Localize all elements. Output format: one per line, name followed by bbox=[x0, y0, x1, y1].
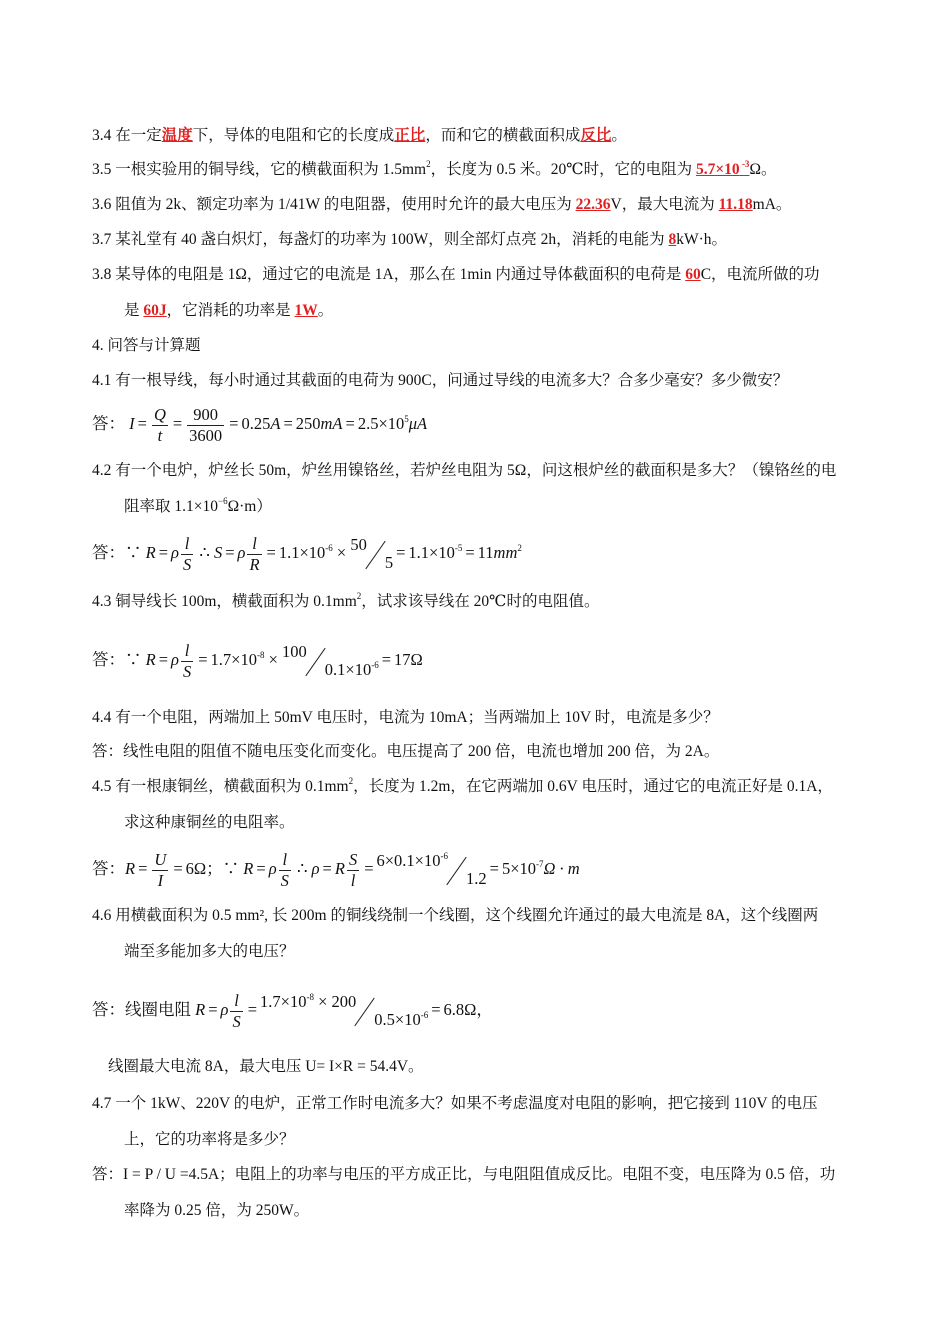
symbol: R bbox=[334, 859, 345, 878]
value: 6×0.1×10 bbox=[376, 851, 441, 871]
value: × 200 bbox=[313, 992, 357, 1012]
text: ，试求该导线在 20℃时的电阻值。 bbox=[361, 593, 600, 610]
slash-fraction bbox=[377, 847, 487, 893]
answer-4-6-cont: 线圈最大电流 8A，最大电压 U= I×R = 54.4V。 bbox=[108, 1058, 424, 1075]
symbol: ρ bbox=[311, 859, 320, 878]
text: 3.6 阻值为 2k、额定功率为 1/41W 的电阻器，使用时允许的最大电压为 bbox=[92, 196, 576, 213]
fraction bbox=[187, 405, 224, 446]
numerator: l bbox=[279, 850, 291, 871]
value: 1.7×10 bbox=[210, 650, 257, 669]
symbol: R bbox=[145, 650, 156, 669]
symbol: R bbox=[145, 543, 156, 562]
unit: μA bbox=[408, 414, 428, 433]
fraction bbox=[152, 850, 168, 891]
superscript: -7 bbox=[536, 859, 544, 869]
question-4-7-cont: 上，它的功率将是多少？ bbox=[124, 1131, 295, 1148]
question-4-1: 4.1 有一根导线，每小时通过其截面的电荷为 900C，问通过导线的电流多大？合多少毫安？多少微安？ bbox=[92, 372, 789, 389]
value: 1.7×10 bbox=[260, 992, 307, 1012]
superscript: -5 bbox=[454, 543, 463, 553]
denominator: I bbox=[157, 870, 164, 890]
text: 是 bbox=[124, 302, 144, 319]
answer-4-6: 答：线圈电阻 R = ρ $\frac{l}{S}$ = $1.7\times 10^{-8} \times 2000.5\times 10^{-6} = 6.8\Omega$， bbox=[92, 986, 493, 1035]
text: 3.8 某导体的电阻是 1Ω，通过它的电流是 1A，那么在 1min 内通过导体截面积的电荷是 bbox=[92, 266, 686, 283]
denominator bbox=[325, 660, 379, 679]
unit: mA bbox=[320, 414, 343, 433]
answer-blank bbox=[696, 161, 749, 178]
denominator: t bbox=[157, 425, 163, 445]
fraction bbox=[152, 405, 168, 446]
unit: A bbox=[270, 414, 281, 433]
denominator: S bbox=[182, 554, 192, 574]
answer-4-3: 答：∵ R = ρ $\frac{l}{S}$ = $1.7\times 10^{-8} \times 1000.1\times 10^{-6} = 17\Omega$ bbox=[92, 636, 423, 685]
symbol: I bbox=[129, 414, 135, 433]
denominator: 1.2 bbox=[466, 869, 487, 889]
superscript: 2 bbox=[348, 776, 354, 786]
item-3-5 bbox=[92, 159, 776, 181]
text: 。 bbox=[611, 127, 627, 144]
question-4-2-cont bbox=[124, 496, 272, 518]
answer-blank: 60J bbox=[143, 302, 167, 319]
fraction bbox=[247, 534, 261, 575]
question-4-7: 4.7 一个 1kW、220V 的电炉，正常工作时电流多大？如果不考虑温度对电阻的影响，把它接到 110V 的电压 bbox=[92, 1095, 818, 1112]
value: 0.5×10 bbox=[374, 1010, 421, 1030]
text: ，而和它的横截面积成 bbox=[425, 127, 581, 144]
fraction bbox=[181, 534, 193, 575]
superscript: 5 bbox=[404, 414, 409, 424]
denominator: S bbox=[182, 661, 192, 681]
text: C，电流所做的功 bbox=[700, 266, 820, 283]
text: 3.5 一根实验用的铜导线，它的横截面积为 1.5mm bbox=[92, 161, 427, 178]
symbol: ρ bbox=[220, 1000, 229, 1019]
numerator: Q bbox=[153, 404, 166, 424]
section-heading: 4. 问答与计算题 bbox=[92, 337, 201, 354]
numerator bbox=[377, 851, 449, 870]
superscript: -6 bbox=[325, 543, 333, 553]
slash-fraction bbox=[282, 637, 379, 685]
numerator: U bbox=[154, 849, 167, 869]
slash-fraction bbox=[260, 987, 428, 1035]
answer-blank: 1W bbox=[294, 302, 318, 319]
symbol: ρ bbox=[268, 859, 277, 878]
value: 250 bbox=[295, 414, 321, 433]
operator: ；∵ bbox=[206, 859, 244, 878]
fraction bbox=[230, 991, 242, 1032]
answer-blank: 正比 bbox=[394, 127, 426, 144]
answer-4-5: 答：R = $\frac{U}{I}$ = 6Ω；∵ R = ρ $\frac{l}{S}$ ∴ ρ = R $\frac{S}{l}$ = $6\times 0.1\times 10^{-6}1.2= 5\times 10^{-7}\Omega \cdot m$ bbox=[92, 846, 580, 893]
unit: Ω · m bbox=[543, 859, 580, 878]
answer-prefix: 答：∵ bbox=[92, 543, 146, 562]
text: 3.7 某礼堂有 40 盏白炽灯，每盏灯的功率为 100W，则全部灯点亮 2h，消耗的电能为 bbox=[92, 231, 669, 248]
value: 11 bbox=[477, 543, 494, 562]
question-4-6: 4.6 用横截面积为 0.5 mm², 长 200m 的铜线绕制一个线圈，这个线圈允许通过的最大电流是 8A，这个线圈两 bbox=[92, 907, 819, 924]
value: 17Ω bbox=[394, 650, 423, 669]
symbol: R bbox=[195, 1000, 206, 1019]
denominator: R bbox=[249, 554, 260, 574]
symbol: ρ bbox=[171, 543, 179, 562]
superscript: 2 bbox=[517, 543, 522, 553]
numerator: S bbox=[348, 849, 358, 869]
numerator: 100 bbox=[282, 642, 307, 662]
superscript: −6 bbox=[218, 496, 228, 506]
text: 阻率取 1.1×10 bbox=[124, 498, 218, 515]
denominator: S bbox=[232, 1011, 241, 1031]
numerator: 50 bbox=[350, 535, 367, 555]
text: 。 bbox=[317, 302, 334, 319]
superscript: 2 bbox=[426, 159, 431, 169]
denominator: S bbox=[280, 870, 289, 890]
item-3-6 bbox=[92, 194, 791, 216]
symbol: ρ bbox=[171, 650, 179, 669]
item-3-8-cont bbox=[124, 300, 333, 322]
denominator: 5 bbox=[384, 553, 394, 573]
value: 6Ω bbox=[185, 859, 207, 878]
value: 0.1×10 bbox=[324, 660, 372, 680]
answer-4-2: 答：∵ R = ρ $\frac{l}{S}$ ∴ S = ρ $\frac{l}{R}$ = $1.1\times 10^{-6} \times 505= 1.1\times 10^{-5} = 11mm^2$ bbox=[92, 530, 522, 577]
question-4-5-cont: 求这种康铜丝的电阻率。 bbox=[124, 814, 295, 831]
fraction bbox=[279, 850, 291, 891]
question-4-3 bbox=[92, 591, 600, 613]
slash-fraction bbox=[350, 531, 393, 577]
unit: mm bbox=[493, 543, 518, 562]
item-3-7 bbox=[92, 229, 727, 251]
value: 5×10 bbox=[501, 859, 536, 878]
fraction bbox=[181, 641, 193, 682]
text: ，它消耗的功率是 bbox=[166, 302, 295, 319]
symbol: ρ bbox=[237, 543, 246, 562]
numerator: 900 bbox=[187, 405, 224, 426]
text: 下，导体的电阻和它的长度成 bbox=[192, 127, 395, 144]
text: 3.4 在一定 bbox=[92, 127, 162, 144]
answer-blank: 11.18 bbox=[718, 196, 753, 213]
superscript: 2 bbox=[356, 591, 362, 601]
denominator: 3600 bbox=[189, 425, 223, 445]
operator: × bbox=[332, 543, 351, 562]
answer-prefix: 答： bbox=[92, 859, 125, 878]
answer-4-1: 答： I = $\frac{Q}{t}$ = $\frac{900}{3600}$ = $0.25A = 250mA = 2.5\times 10^5\mu A$ bbox=[92, 404, 428, 445]
denominator: l bbox=[350, 870, 356, 890]
text: V，最大电流为 bbox=[610, 196, 719, 213]
question-4-5 bbox=[92, 776, 833, 798]
operator: ∴ bbox=[195, 543, 214, 562]
answer-blank: 22.36 bbox=[575, 196, 611, 213]
answer-prefix: 答： bbox=[92, 414, 125, 433]
superscript: -8 bbox=[256, 650, 265, 660]
numerator bbox=[260, 992, 356, 1011]
numerator: l bbox=[181, 641, 193, 662]
denominator bbox=[374, 1010, 428, 1029]
value: 2.5×10 bbox=[357, 414, 405, 433]
text: kW·h。 bbox=[676, 231, 728, 248]
value: 6.8Ω bbox=[443, 1000, 477, 1019]
operator: ∴ bbox=[292, 859, 312, 878]
numerator: l bbox=[181, 534, 193, 555]
symbol: S bbox=[213, 543, 223, 562]
superscript: -3 bbox=[739, 159, 750, 169]
answer-prefix: 答：线圈电阻 bbox=[92, 1000, 196, 1019]
text: ， bbox=[476, 1000, 493, 1019]
answer-4-4: 答：线性电阻的阻值不随电压变化而变化。电压提高了 200 倍，电流也增加 200 倍，为 2A。 bbox=[92, 743, 720, 760]
answer-blank: 60 bbox=[685, 266, 701, 283]
text: 4.5 有一根康铜丝，横截面积为 0.1mm bbox=[92, 778, 349, 795]
fraction bbox=[347, 850, 359, 891]
value: 0.25 bbox=[241, 414, 271, 433]
symbol: R bbox=[243, 859, 254, 878]
question-4-6-cont: 端至多能加多大的电压？ bbox=[124, 943, 295, 960]
text: 4.3 铜导线长 100m，横截面积为 0.1mm bbox=[92, 593, 357, 610]
superscript: -6 bbox=[440, 851, 448, 862]
text: Ω·m） bbox=[227, 498, 272, 515]
text: Ω。 bbox=[749, 161, 777, 178]
answer-4-7: 答：I = P / U =4.5A；电阻上的功率与电压的平方成正比，与电阻阻值成反比。电阻不变，电压降为 0.5 倍，功 bbox=[92, 1166, 836, 1183]
answer-blank: 8 bbox=[668, 231, 677, 248]
superscript: -6 bbox=[371, 660, 379, 671]
answer-prefix: 答：∵ bbox=[92, 650, 146, 669]
numerator: l bbox=[230, 991, 242, 1012]
answer-4-7-cont: 率降为 0.25 倍，为 250W。 bbox=[124, 1202, 310, 1219]
operator: × bbox=[264, 650, 283, 669]
text: mA。 bbox=[752, 196, 792, 213]
text: ，长度为 1.2m，在它两端加 0.6V 电压时，通过它的电流正好是 0.1A， bbox=[353, 778, 833, 795]
answer-blank: 反比 bbox=[580, 127, 612, 144]
superscript: -8 bbox=[306, 992, 314, 1003]
question-4-4: 4.4 有一个电阻，两端加上 50mV 电压时，电流为 10mA；当两端加上 10V 时，电流是多少？ bbox=[92, 709, 719, 726]
numerator: l bbox=[247, 534, 261, 555]
item-3-4 bbox=[92, 125, 627, 147]
answer-blank: 温度 bbox=[161, 127, 193, 144]
question-4-2: 4.2 有一个电炉，炉丝长 50m，炉丝用镍铬丝，若炉丝电阻为 5Ω，问这根炉丝的截面积是多大？（镍铬丝的电 bbox=[92, 462, 837, 479]
value: 1.1×10 bbox=[278, 543, 326, 562]
value: 1.1×10 bbox=[408, 543, 455, 562]
symbol: R bbox=[125, 859, 136, 878]
text: ，长度为 0.5 米。20℃时，它的电阻为 bbox=[430, 161, 696, 178]
item-3-8 bbox=[92, 264, 820, 286]
superscript: -6 bbox=[420, 1010, 429, 1021]
answer-value: 5.7×10 bbox=[695, 161, 740, 178]
